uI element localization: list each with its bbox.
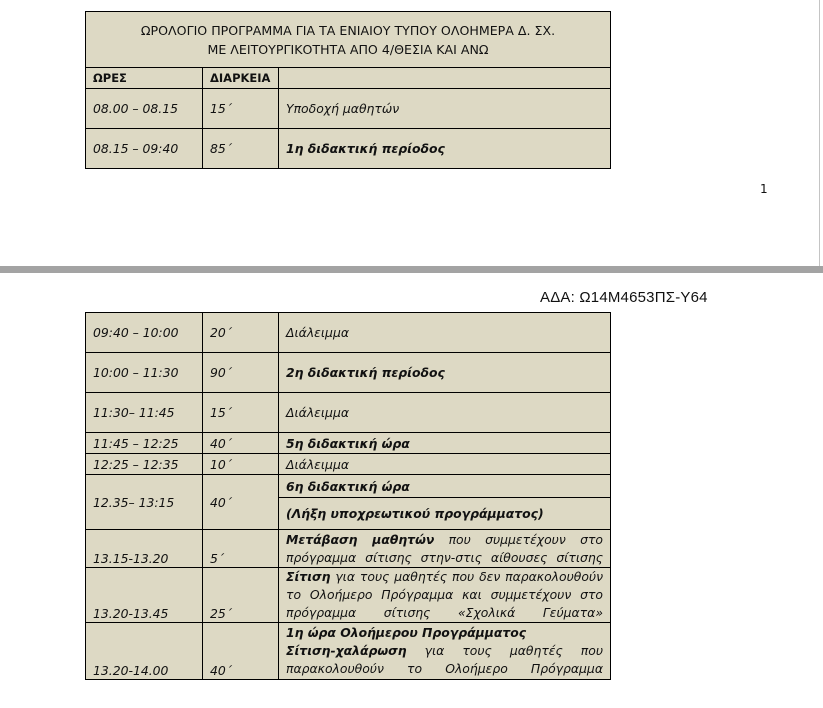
activity-text: για τους μαθητές που δεν παρακολουθούν το Ολοήμερο Πρόγραμμα και συμμετέχουν στο πρόγραμμα σίτισης «Σχολικά Γεύματα»	[286, 569, 603, 620]
table-row	[86, 568, 611, 623]
activity-cell	[279, 623, 611, 680]
header-duration: ΔΙΑΡΚΕΙΑ	[203, 68, 279, 89]
ada-code: ΑΔΑ: Ω14Μ4653ΠΣ-Υ64	[540, 289, 708, 306]
time-cell: 08.15 – 09:40	[86, 129, 203, 169]
page-number: 1	[760, 182, 768, 196]
activity-text: για τους μαθητές που παρακολουθούν το Ολοήμερο Πρόγραμμα	[286, 643, 603, 676]
activity-cell: Διάλειμμα	[279, 454, 611, 475]
table-row	[86, 530, 611, 568]
table-row	[86, 353, 611, 393]
activity-heading: 1η ώρα Ολοήμερου Προγράμματος	[286, 625, 527, 640]
duration-cell: 90΄	[203, 353, 279, 393]
header-hours: ΩΡΕΣ	[86, 68, 203, 89]
title-line-1: ΩΡΟΛΟΓΙΟ ΠΡΟΓΡΑΜΜΑ ΓΙΑ ΤΑ ΕΝΙΑΙΟΥ ΤΥΠΟΥ ΟΛΟΗΜΕΡΑ Δ. ΣΧ.	[140, 22, 556, 38]
table-header-row	[86, 68, 611, 89]
time-cell: 13.20-13.45	[86, 568, 203, 623]
time-cell: 13.15-13.20	[86, 530, 203, 568]
activity-cell: 5η διδακτική ώρα	[279, 433, 611, 454]
duration-cell: 10΄	[203, 454, 279, 475]
duration-cell: 15΄	[203, 89, 279, 129]
table-row	[86, 393, 611, 433]
header-activity	[279, 68, 611, 89]
page-edge-line	[819, 0, 820, 266]
activity-cell	[279, 530, 611, 568]
schedule-table-part-2	[85, 312, 611, 680]
time-cell: 12:25 – 12:35	[86, 454, 203, 475]
table-row	[86, 454, 611, 475]
activity-cell-note: (Λήξη υποχρεωτικού προγράμματος)	[279, 498, 611, 530]
document-page-2	[0, 273, 823, 708]
activity-bold: Σίτιση-χαλάρωση	[286, 643, 407, 658]
activity-cell: Διάλειμμα	[279, 393, 611, 433]
activity-cell: Διάλειμμα	[279, 313, 611, 353]
activity-bold: Σίτιση	[286, 569, 331, 584]
table-row	[86, 89, 611, 129]
duration-cell: 15΄	[203, 393, 279, 433]
time-cell: 10:00 – 11:30	[86, 353, 203, 393]
time-cell: 09:40 – 10:00	[86, 313, 203, 353]
title-line-2: ΜΕ ΛΕΙΤΟΥΡΓΙΚΟΤΗΤΑ ΑΠΟ 4/ΘΕΣΙΑ ΚΑΙ ΑΝΩ	[207, 41, 489, 57]
activity-cell	[279, 568, 611, 623]
time-cell: 11:30– 11:45	[86, 393, 203, 433]
table-row	[86, 433, 611, 454]
activity-cell: 6η διδακτική ώρα	[279, 475, 611, 498]
duration-cell: 40΄	[203, 433, 279, 454]
schedule-table-part-1	[85, 11, 611, 169]
activity-body	[286, 642, 603, 678]
time-cell: 13.20-14.00	[86, 623, 203, 680]
activity-cell: 2η διδακτική περίοδος	[279, 353, 611, 393]
activity-cell: Υποδοχή μαθητών	[279, 89, 611, 129]
activity-bold: Μετάβαση μαθητών	[286, 531, 435, 547]
time-cell: 12.35– 13:15	[86, 475, 203, 530]
document-page-1	[0, 0, 823, 266]
activity-cell: 1η διδακτική περίοδος	[279, 129, 611, 169]
duration-cell: 40΄	[203, 475, 279, 530]
duration-cell: 20΄	[203, 313, 279, 353]
time-cell: 08.00 – 08.15	[86, 89, 203, 129]
table-title-row	[86, 12, 611, 68]
duration-cell: 25΄	[203, 568, 279, 623]
table-row	[86, 475, 611, 498]
duration-cell: 5΄	[203, 530, 279, 568]
table-row	[86, 313, 611, 353]
time-cell: 11:45 – 12:25	[86, 433, 203, 454]
table-row	[86, 129, 611, 169]
activity-text: που συμμετέχουν στο πρόγραμμα σίτισης στην-στις αίθουσες σίτισης	[286, 531, 603, 565]
table-title	[86, 12, 611, 68]
duration-cell: 40΄	[203, 623, 279, 680]
table-row	[86, 623, 611, 680]
duration-cell: 85΄	[203, 129, 279, 169]
page-separator	[0, 266, 823, 273]
